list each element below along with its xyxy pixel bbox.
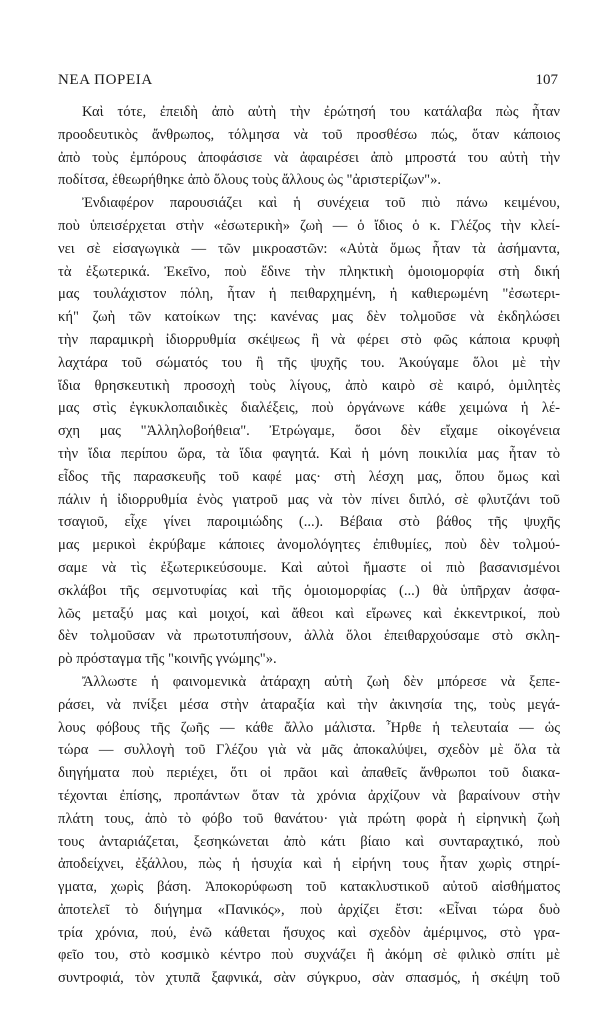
text-line: τρία χρόνια, πού, ἐνῶ κάθεται ἥσυχος καὶ σχεδὸν ἀμέριμνος, στὸ γρα- [58, 924, 560, 941]
text-line: Ἄλλωστε ἡ φαινομενικὰ ἀτάραχη αὐτὴ ζωὴ δὲν μπόρεσε νὰ ξεπε- [82, 673, 560, 690]
text-line: σκλάβοι τῆς σεμνοτυφίας καὶ τῆς ὁμοιομορφίας (...) θὰ ὑπῆρχαν ἀσφα- [58, 582, 560, 599]
text-line: προοδευτικὸς ἄνθρωπος, τόλμησα νὰ τοῦ προσθέσω πώς, ὅταν κάποιος [58, 126, 560, 143]
page-header [58, 72, 558, 94]
text-line: σαμε νὰ τὶς ἐξωτερικεύσουμε. Καὶ αὐτοὶ ἤμαστε οἱ πιὸ βασανισμένοι [58, 559, 560, 576]
text-line: δὲν τολμοῦσαν νὰ πρωτοτυπήσουν, ἀλλὰ ὅλοι ἐπειθαρχούσαμε στὸ σκλη- [58, 628, 560, 645]
text-line: ρὸ πρόσταγμα τῆς "κοινῆς γνώμης"». [58, 651, 277, 668]
paragraph [58, 101, 560, 192]
text-line: λαχτάρα τοῦ σώματός του ἢ τῆς ψυχῆς του. Ἀκούγαμε ὅλοι μὲ τὴν [58, 354, 560, 371]
text-line: διηγήματα ποὺ περιέχει, ὅτι οἱ πρᾶοι καὶ ἀπαθεῖς ἄνθρωποι τοῦ διακα- [58, 765, 560, 782]
text-line: γματα, χωρὶς βάση. Ἀποκορύφωση τοῦ κατακλυστικοῦ αὐτοῦ αἰσθήματος [58, 879, 560, 896]
text-line: συντροφιά, τὸν χτυπᾶ ξαφνικά, σὰν σύγκρυο, σὰν σπασμός, ἡ σκέψη τοῦ [58, 970, 560, 987]
text-line: τὰ ἐξωτερικά. Ἐκεῖνο, ποὺ ἔδινε τὴν πληκτικὴ ὁμοιομορφία στὴ δική [58, 263, 560, 280]
text-line: σχη μας "Ἀλληλοβοήθεια". Ἐτρώγαμε, ὅσοι δὲν εἴχαμε οἰκογένεια [58, 423, 560, 440]
text-line: τὴν ἴδια περίπου ὥρα, τὰ ἴδια φαγητά. Καὶ ἡ μόνη ποικιλία μας ἦταν τὸ [58, 445, 560, 462]
text-line: ἀποτελεῖ τὸ διήγημα «Πανικός», ποὺ ἀρχίζει ἔτσι: «Εἶναι τώρα δυὸ [58, 901, 560, 918]
text-line: μας μερικοὶ ἐκρύβαμε κάποιες ἀνομολόγητες ἐπιθυμίες, ποὺ δὲν τολμού- [58, 537, 560, 554]
text-line: μας τουλάχιστον πόλη, ἦταν ἡ πειθαρχημένη, ἡ καθιερωμένη "ἐσωτερι- [58, 286, 560, 303]
text-line: λους φόβους τῆς ζωῆς — κάθε ἄλλο μάλιστα. Ἦρθε ἡ τελευταία — ὡς [58, 719, 560, 736]
text-line: Ἐνδιαφέρον παρουσιάζει καὶ ἡ συνέχεια τοῦ πιὸ πάνω κειμένου, [82, 195, 560, 212]
text-line: τους ἀνταριάζεται, ξεσηκώνεται ἀπὸ κάτι βίαιο καὶ συνταραχτικό, ποὺ [58, 833, 560, 850]
body-text [58, 101, 560, 990]
text-line: τώρα — συλλογὴ τοῦ Γλέζου γιὰ νὰ μᾶς ἀποκαλύψει, σχεδὸν μὲ ὅλα τὰ [58, 742, 560, 759]
paragraph [58, 671, 560, 990]
text-line: ποδίτσα, ἐθεωρήθηκε ἀπὸ ὅλους τοὺς ἄλλους ὡς "ἀριστερίζων"». [58, 172, 442, 189]
text-line: πλάτη τους, ἀπὸ τὸ φόβο τοῦ θανάτου· γιὰ πρώτη φορὰ ἡ εἰρηνικὴ ζωὴ [58, 810, 560, 827]
text-line: ράσει, νὰ πνίξει μέσα στὴν ἀταραξία καὶ τὴν ἀκινησία της, τοὺς μεγά- [58, 696, 560, 713]
running-title: ΝΕΑ ΠΟΡΕΙΑ [58, 72, 153, 88]
text-line: Καὶ τότε, ἐπειδὴ ἀπὸ αὐτὴ τὴν ἐρώτησή του κατάλαβα πὼς ἦταν [82, 104, 560, 120]
text-line: τσαγιοῦ, εἶχε γίνει παροιμιώδης (...). Βέβαια στὸ βάθος τῆς ψυχῆς [58, 514, 560, 531]
paragraph [58, 192, 560, 671]
text-line: τὴν παραμικρὴ ἰδιορρυθμία σκέψεως ἢ νὰ φέρει στὸ φῶς κάποια κρυφὴ [58, 331, 560, 348]
text-line: ἀπὸ τοὺς ἐμπόρους ἀποφάσισε νὰ ἀφαιρέσει ἀπὸ μπροστά του αὐτὴ τὴν [58, 149, 560, 166]
text-line: νει σὲ εἰσαγωγικὰ — τῶν μικροαστῶν: «Αὐτὰ ὅμως ἦταν τὰ ἀσήμαντα, [58, 240, 560, 257]
text-line: λῶς μεταξύ μας καὶ μοιχοί, καὶ ἄθεοι καὶ εἴρωνες καὶ ἐκκεντρικοί, ποὺ [58, 605, 560, 622]
page-number: 107 [535, 72, 558, 88]
text-line: τέχονται ἐπίσης, προπάντων ὅταν τὰ χρόνια ἀρχίζουν νὰ βαραίνουν στὴν [58, 787, 560, 804]
text-line: φεῖο του, στὸ κοσμικὸ κέντρο ποὺ συχνάζει ἢ ἀκόμη σὲ φιλικὸ σπίτι μὲ [58, 947, 560, 964]
text-line: ἀποδείχνει, ἐξάλλου, πὼς ἡ ἡσυχία καὶ ἡ εἰρήνη τους ἦταν χωρὶς στηρί- [58, 856, 560, 873]
text-line: κή" ζωὴ τῶν κατοίκων της: κανένας μας δὲν τολμοῦσε νὰ ἐκδηλώσει [58, 309, 560, 326]
text-line: ἴδια θρησκευτικὴ προσοχὴ τοὺς λίγους, ἀπὸ καιρὸ σὲ καιρό, ὁμιλητὲς [58, 377, 560, 394]
text-line: ποὺ ὑπεισέρχεται στὴν «ἐσωτερικὴ» ζωὴ — ὁ ἴδιος ὁ κ. Γλέζος τὴν κλεί- [58, 217, 560, 234]
text-line: εἶδος τῆς παρασκευῆς τοῦ καφέ μας· στὴ λέσχη μας, ὅπου ὅμως καὶ [58, 468, 560, 485]
text-line: πάλιν ἡ ἰδιορρυθμία ἑνὸς γιατροῦ μας νὰ τὸν πίνει διπλό, σὲ φλυτζάνι τοῦ [58, 491, 560, 508]
text-line: μας στὶς ἐγκυκλοπαιδικὲς διαλέξεις, ποὺ ὀργάνωνε κάθε χειμώνα ἡ λέ- [58, 400, 560, 417]
